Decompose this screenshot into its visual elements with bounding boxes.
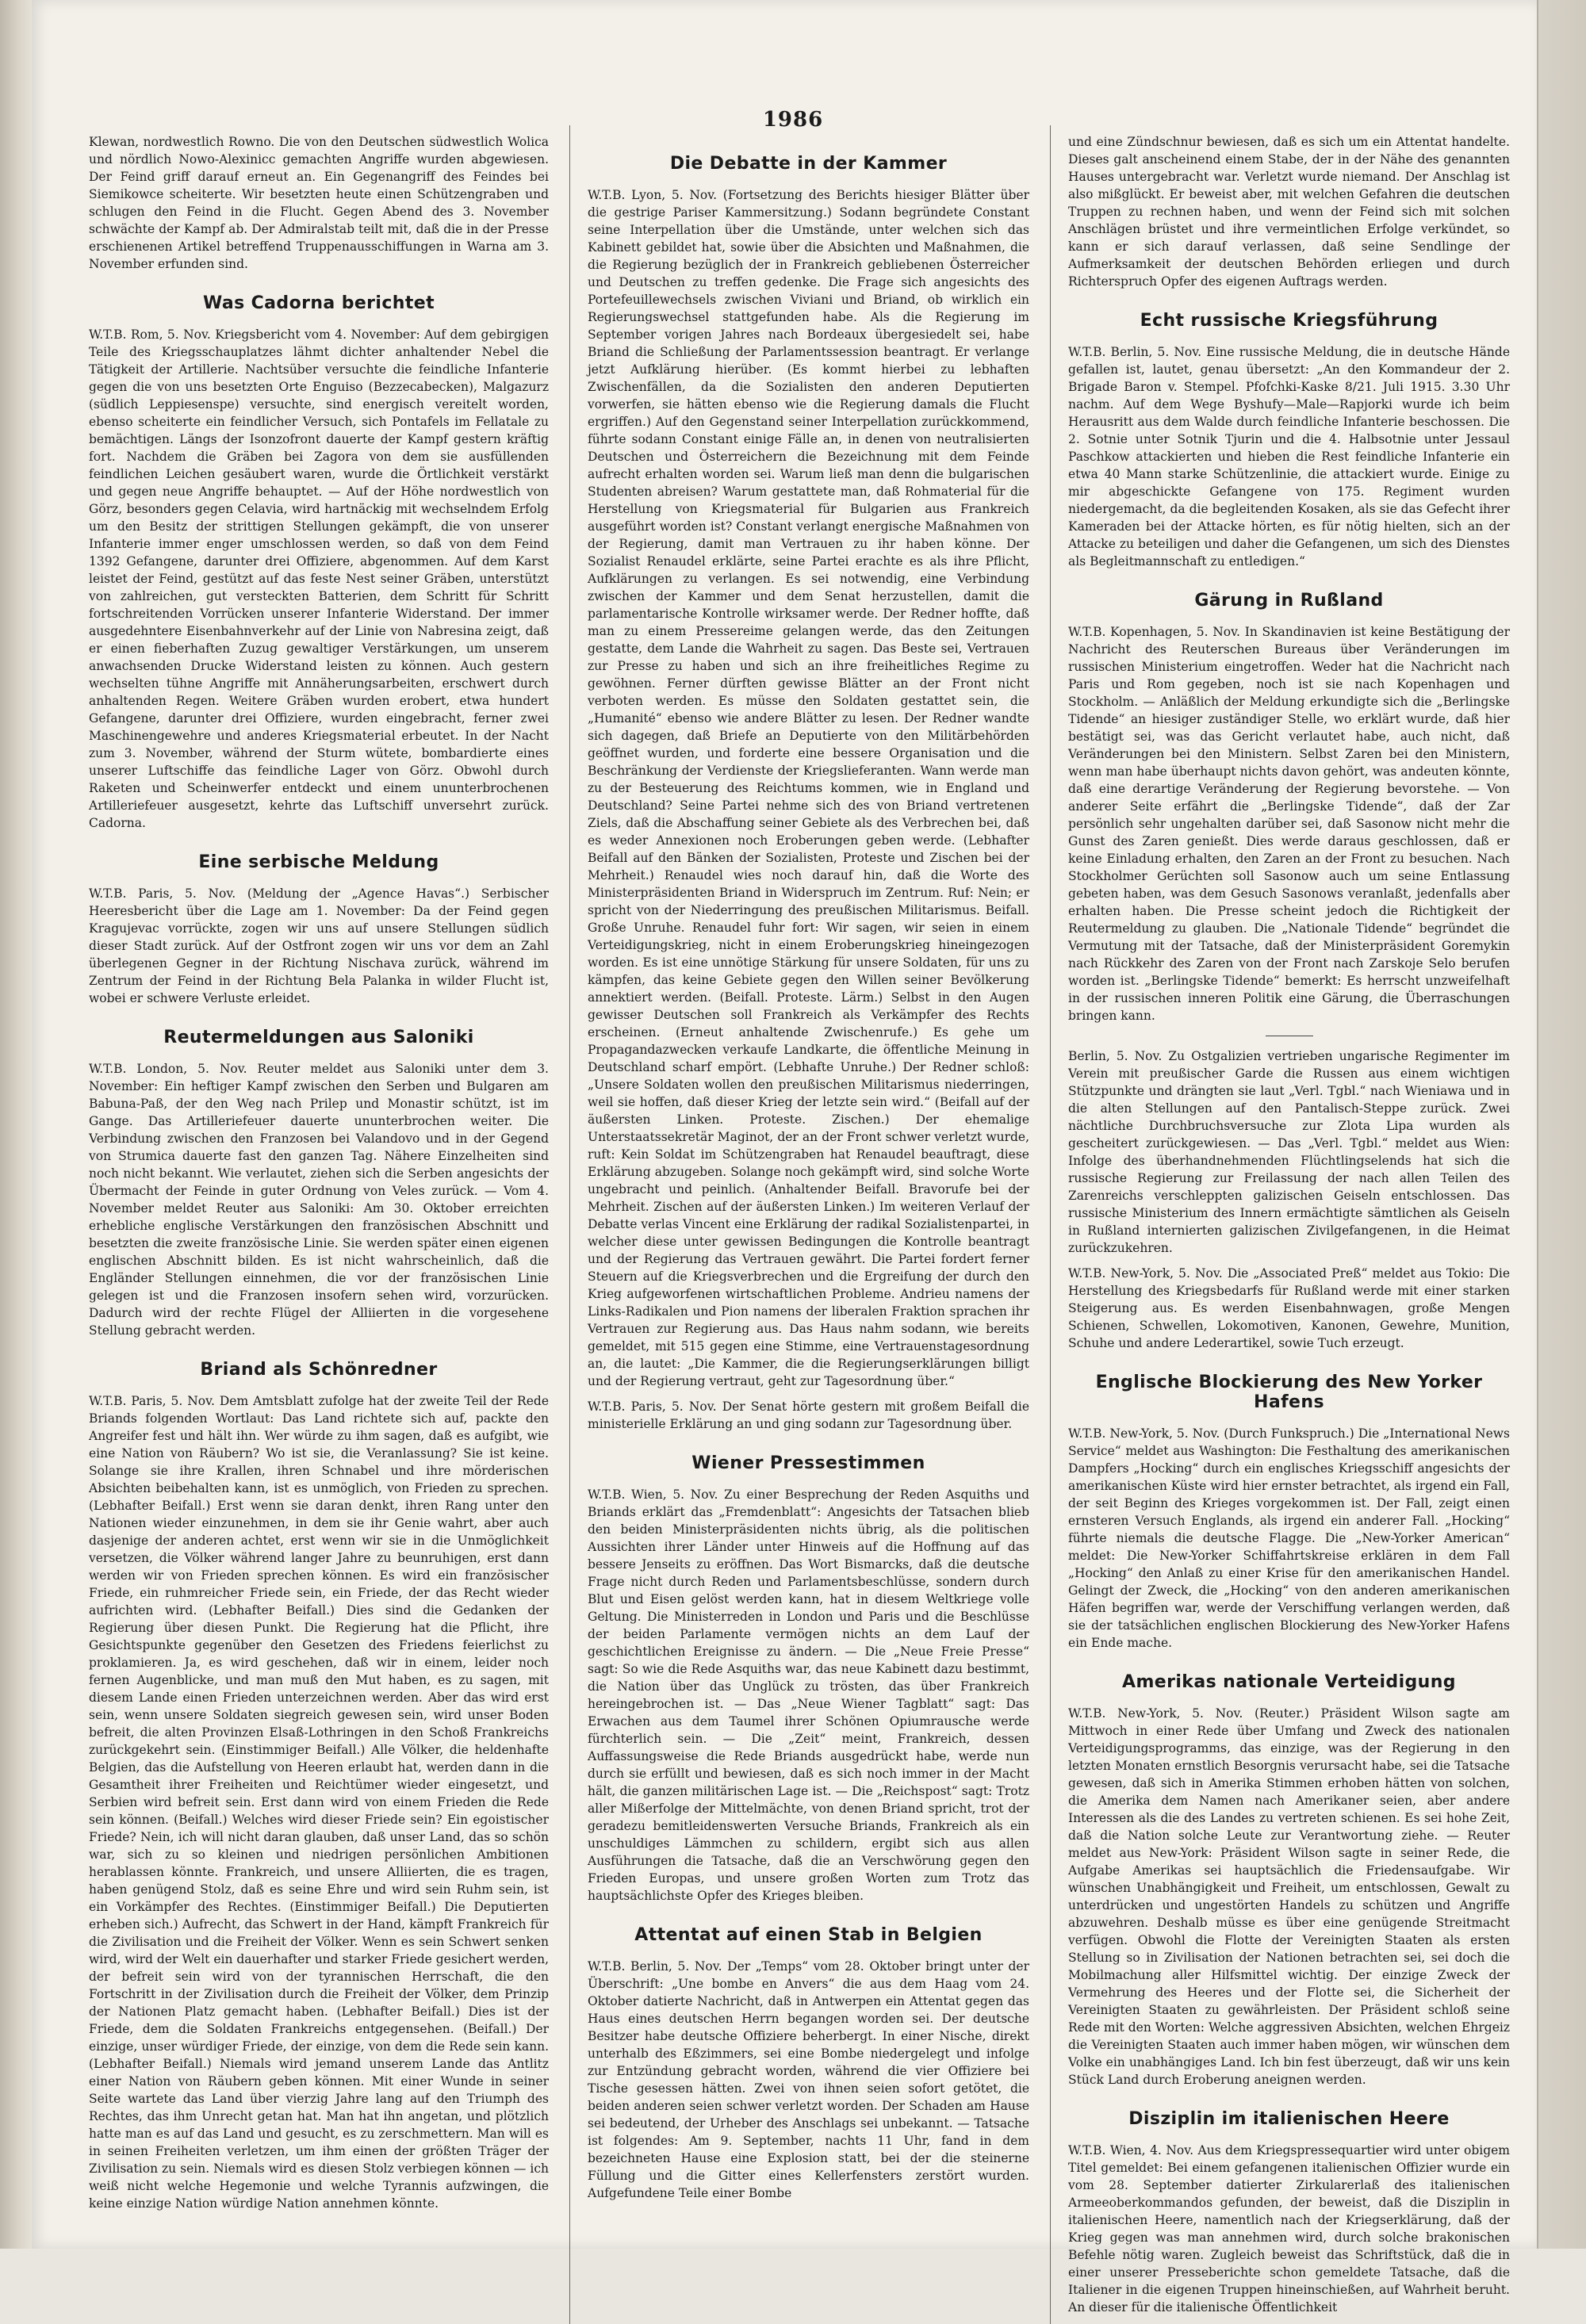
article-text: W.T.B. Paris, 5. Nov. Der Senat hörte gestern mit großem Beifall die ministerielle Erklärung an und ging sodann zur Tagesordnung über. — [588, 1399, 1029, 1431]
article-title: Amerikas nationale Verteidigung — [1122, 1672, 1456, 1692]
column-3-continuation — [1068, 133, 1510, 290]
paragraph: Klewan, nordwestlich Rowno. Die von den Deutschen südwestlich Wolica und nördlich Nowo-Alexinicc gemachten Angriffe wurden abgewiesen. Der Feind griff darauf erneut an. Ein Gegenangriff des Feindes bei Siemikowce scheiterte. Wir besetzten heute einen Schützengraben und schlugen den Feind in die Flucht. Gegen Abend des 3. November schwächte der Kampf ab. Der Admiralstab teilt mit, daß die in der Presse erschienenen Artikel betreffend Truppenausschiffungen in Warna am 3. November erfunden sind. — [89, 135, 549, 271]
article-text: W.T.B. Paris, 5. Nov. (Meldung der „Agence Havas“.) Serbischer Heeresbericht über die Lage am 1. November: Da der Feind gegen Kragujevac vorrückte, zogen wir uns auf unsere Stellungen südlich dieser Stadt zurück. Auf der Ostfront zogen wir uns vor dem an Zahl überlegenen Gegner in der Richtung Nischava zurück, während im Zentrum der Feind in der Richtung Bela Palanka in wilder Flucht ist, wobei er schwere Verluste erleidet. — [89, 886, 549, 1005]
article-text: W.T.B. London, 5. Nov. Reuter meldet aus Saloniki unter dem 3. November: Ein heftiger Kampf zwischen den Serben und Bulgaren am Babuna-Paß, der den Weg nach Prilep und Monastir schützt, ist im Gange. Das Artilleriefeuer dauerte ununterbrochen weiter. Die Verbindung zwischen den Franzosen bei Valandovo und in der Gegend von Strumica dauerte fast den ganzen Tag. Nähere Einzelheiten sind noch nicht bekannt. Wie verlautet, ziehen sich die Serben angesichts der Übermacht der Feinde in guter Ordnung von Veles zurück. — Vom 4. November meldet Reuter aus Saloniki: Am 30. Oktober erreichten erhebliche englische Verstärkungen den französischen Abschnitt und besetzten die zweite französische Linie. Sie werden später einen eigenen englischen Abschnitt bilden. Es ist nicht wahrscheinlich, daß die Engländer Stellungen einnehmen, die vor der französischen Linie gelegen ist und die Franzosen insofern sehen wird, vorzurücken. Dadurch wird der rechte Flügel der Alliierten in die vorgesehene Stellung gebracht werden. — [89, 1062, 549, 1338]
article-ostgalizien — [1068, 1047, 1510, 1257]
article-text: W.T.B. Wien, 5. Nov. Zu einer Besprechung der Reden Asquiths und Briands erklärt das „Fremdenblatt“: Angesichts der Tatsachen blieb den beiden Ministerpräsidenten nichts übrig, als die politischen Aussichten ihrer Länder unter Hinweis auf die Hoffnung auf das bessere Jenseits zu eröffnen. Das Wort Bismarcks, daß die deutsche Frage nicht durch Reden und Parlamentsbeschlüsse, sondern durch Blut und Eisen gelöst werden kann, hat in diesem Weltkriege volle Geltung. Die Ministerreden in London und Paris und die Beschlüsse der beiden Parlamente vermögen nichts an dem Lauf der geschichtlichen Ereignisse zu ändern. — Die „Neue Freie Presse“ sagt: So wie die Rede Asquiths war, das neue Kabinett dazu bestimmt, die Nation über das Unglück zu trösten, das über Frankreich hereingebrochen ist. — Das „Neue Wiener Tagblatt“ sagt: Das Erwachen aus dem Taumel ihrer Schönen Opiumrausche werde fürchterlich sein. — Die „Zeit“ meint, Frankreich, dessen Auffassungsweise die Rede Briands ausgedrückt habe, werde nun durch sie erfüllt und bewiesen, daß es sich noch immer in der Macht hält, die ganzen militärischen Lage ist. — Die „Reichspost“ sagt: Trotz aller Mißerfolge der Mittelmächte, von denen Briand spricht, trot der geradezu bemitleidenswerten Versuche Briands, Frankreich als ein unschuldiges Lämmchen zu schildern, ergibt sich aus allen Ausführungen die Tatsache, daß die an Verschwörung gegen den Frieden Europas, und unsere großen Worten zum Trotz das hauptsächlichste Opfer des Krieges bleiben. — [588, 1487, 1029, 1903]
article-senat — [588, 1398, 1029, 1433]
article-title: Briand als Schönredner — [200, 1360, 438, 1380]
article-serbische-meldung — [89, 852, 549, 1007]
paragraph: und eine Zündschnur bewiesen, daß es sich um ein Attentat handelte. Dieses galt anscheinend einem Stabe, der in der Nähe des genannten Hauses untergebracht war. Verletzt wurde niemand. Der Anschlag ist also mißglückt. Er beweist aber, mit welchen Gefahren die deutschen Truppen zu rechnen haben, und wenn der Feind sich mit solchen Anschlägen brüstet und ihre vermeintlichen Erfolge verkündet, so kann er sich darauf verlassen, daß seine Sendlinge der Aufmerksamkeit der deutschen Behörden erliegen und durch Richterspruch Opfer des eigenen Auftrags werden. — [1068, 135, 1510, 289]
column-1-continuation — [89, 133, 549, 273]
next-page-edge — [1537, 0, 1586, 2249]
columns — [89, 125, 1510, 2314]
article-text: W.T.B. Kopenhagen, 5. Nov. In Skandinavien ist keine Bestätigung der Nachricht des Reuterschen Bureaus über Veränderungen im russischen Ministerium eingetroffen. Weder hat die Nachricht nach Paris und Rom gegeben, noch ist sie nach Kopenhagen und Stockholm. — Anläßlich der Meldung erkundigte sich die „Berlingske Tidende“ an hiesiger zuständiger Stelle, wo erklärt wurde, daß hier bestätigt sei, was das Gericht verlautet habe, auch nicht, daß Veränderungen bei den Ministern. Selbst Zaren bei den Ministern, wenn man habe überhaupt nichts davon gehört, was andeuten könnte, daß eine derartige Veränderung der Regierung bevorstehe. — Von anderer Seite erfährt die „Berlingske Tidende“, daß der Zar persönlich sehr ungehalten darüber sei, daß Sasonow nicht mehr die Gunst des Zaren genießt. Dies werde daraus geschlossen, daß er keine Einladung erhalten, den Zaren an der Front zu besuchen. Nach Stockholmer Gerüchten soll Sasonow auch um seine Entlassung gebeten haben, was dem Gesuch Sasonows veranlaßt, jedenfalls aber erhalten haben. Die Presse scheint jedoch die Richtigkeit der Reutermeldung zu glauben. Die „Nationale Tidende“ begründet die Vermutung mit der Tatsache, daß der Ministerpräsident Goremykin nach Rückkehr des Zaren von der Front nach Zarskoje Selo berufen worden ist. „Berlingske Tidende“ bemerkt: Es herrscht unzweifelhaft in der russischen inneren Politik eine Gärung, die Überraschungen bringen kann. — [1068, 625, 1510, 1023]
article-text: W.T.B. New-York, 5. Nov. (Reuter.) Präsident Wilson sagte am Mittwoch in einer Rede über Umfang und Zweck des nationalen Verteidigungsprogramms, das einzige, was der Regierung in den letzten Monaten ernstlich Besorgnis verursacht habe, sei die Tatsache gewesen, daß sich in Amerika Stimmen erhoben hätten von solchen, die Amerika dem Namen nach Amerikaner seien, aber andere Interessen als die des Landes zu vertreten schienen. Es sei hohe Zeit, daß die Nation solche Leute zur Verantwortung ziehe. — Reuter meldet aus New-York: Präsident Wilson sagte in seiner Rede, die Aufgabe Amerikas sei hauptsächlich die Friedensaufgabe. Wir wünschen Unabhängigkeit und Freiheit, um entschlossen, Gewalt zu unterdrücken und ungestörten Handels zu schützen und Angriffe abzuwehren. Deshalb müsse es über eine genügende Streitmacht verfügen. Obwohl die Flotte der Vereinigten Staaten als ersten Stellung so in Zivilisation der Nationen betrachten sei, sei doch die Mobilmachung aller Hilfsmittel wichtig. Der einzige Zweck der Vermehrung des Heeres und der Flotte sei, die Sicherheit der Vereinigten Staaten zu gewährleisten. Der Präsident schloß seine Rede mit den Worten: Welche aggressiven Absichten, welchen Ehrgeiz die Vereinigten Staaten auch immer haben mögen, wir wünschen dem Volke ein unabhängiges Land. Ich bin fest überzeugt, daß wir uns kein Stück Land durch Eroberung aneignen werden. — [1068, 1706, 1510, 2087]
column-2 — [569, 125, 1029, 2324]
article-amerika-verteidigung — [1068, 1672, 1510, 2089]
article-title: Eine serbische Meldung — [198, 852, 439, 872]
article-title: Englische Blockierung des New Yorker Hafens — [1095, 1373, 1483, 1412]
article-text: W.T.B. Lyon, 5. Nov. (Fortsetzung des Berichts hiesiger Blätter über die gestrige Pariser Kammersitzung.) Sodann begründete Constant seine Interpellation über die Umstände, unter welchen sich das Kabinett gebildet hat, sowie über die Absichten und Maßnahmen, die die Regierung bezüglich der in Frankreich gebliebenen Österreicher und Deutschen zu treffen gedenke. Die Frage sich angesichts des Portefeuillewechsels zwischen Viviani und Briand, ob wirklich ein Regierungswechsel stattgefunden habe. Als die Regierung im September vorigen Jahres nach Bordeaux übergesiedelt sei, habe Briand die Schließung der Parlamentssession beantragt. Er verlange jetzt Aufklärung hierüber. (Es kommt hierbei zu lebhaften Zwischenfällen, da die Sozialisten den anderen Deputierten vorwerfen, sie hätten ebenso wie die Regierung damals die Flucht ergriffen.) Auf den Gegenstand seiner Interpellation zurückkommend, führte sodann Constant einige Fälle an, in denen von neutralisierten Deutschen und Österreichern die Bezeichnung mit dem Feinde aufrecht erhalten worden sei. Warum ließ man denn die bulgarischen Studenten abreisen? Warum gestattete man, daß Rohmaterial für die Herstellung von Kriegsmaterial für Bulgarien aus Frankreich ausgeführt worden ist? Constant verlangt energische Maßnahmen von der Regierung, damit man Vertrauen zu ihr haben könne. Der Sozialist Renaudel erklärte, seine Partei erachte es als ihre Pflicht, Aufklärungen zu verlangen. Es sei notwendig, eine Verbindung zwischen der Kammer und dem Senat herzustellen, damit die parlamentarische Kontrolle wirksamer werde. Der Redner hoffte, daß man zu einem Pressereime gelangen werde, das den Zeitungen gestatte, dem Lande die Wahrheit zu sagen. Das Beste sei, Vertrauen zur Presse zu haben und sich an ihre freiheitliches Regime zu gewöhnen. Ferner dürften gewisse Blätter an der Front nicht verboten werden. Es müsse den Soldaten gestattet sein, die „Humanité“ ebenso wie andere Blätter zu lesen. Der Redner wandte sich dagegen, daß Briefe an Deputierte von den Militärbehörden geöffnet wurden, und forderte eine bessere Organisation und die Beschränkung der Verdienste der Kriegslieferanten. Wann werde man zu der Besteuerung des Reichtums kommen, wie in England und Deutschland? Seine Partei nehme sich des von Briand vertretenen Ziels, daß die Abschaffung seiner Gebiete als des Verbrechen bei, daß es weder Annexionen noch Eroberungen geben werde. (Lebhafter Beifall auf den Bänken der Sozialisten, Proteste und Zischen bei der Mehrheit.) Renaudel wies noch darauf hin, daß die Worte des Ministerpräsidenten Briand in Widerspruch im Zentrum. Ruf: Nein; er spricht von der Niederringung des preußischen Militarismus. Beifall. Große Unruhe. Renaudel fuhr fort: Wir sagen, wir seien in einem Verteidigungskrieg, nicht in einem Eroberungskrieg hineingezogen worden. Es ist eine unnötige Stärkung für unsere Soldaten, für uns zu kämpfen, das keine Gebiete gegen den Willen seiner Bevölkerung annektiert werden. (Beifall. Proteste. Lärm.) Selbst in den Augen gewisser Deutschen soll Frankreich als Verkämpfer des Rechts erscheinen. (Erneut anhaltende Zwischenrufe.) Es gehe um Propagandazwecken verkaufe Landkarte, die öffentliche Meinung in Deutschland scharf empört. (Lebhafte Unruhe.) Der Redner schloß: „Unsere Soldaten wollen den preußischen Militarismus niederringen, weil sie hoffen, daß dieser Krieg der letzte sein wird.“ (Beifall auf der äußersten Linken. Proteste. Zischen.) Der ehemalige Unterstaatssekretär Maginot, der an der Front schwer verletzt wurde, ruft: Kein Soldat im Schützengraben hat Renaudel beauftragt, diese Erklärung abzugeben. Solange noch gekämpft wird, sind solche Worte ungebracht und peinlich. (Anhaltender Beifall. Bravorufe bei der Mehrheit. Zischen auf der äußersten Linken.) Im weiteren Verlauf der Debatte verlas Vincent eine Erklärung der radikal Sozialistenpartei, in welcher diese unter gewissen Bedingungen die Kontrolle beantragt und der Regierung das Vertrauen gewährt. Die Partei fordert ferner Steuern auf die Kriegsverbrechen und die Ergreifung der durch den Krieg aufgeworfenen wirtschaftlichen Probleme. Andrieu namens der Links-Radikalen und Pion namens der liberalen Fraktion sprachen ihr Vertrauen zur Regierung aus. Das Haus nahm sodann, wie bereits gemeldet, mit 515 gegen eine Stimme, eine Vertrauenstagesordnung an, die lautet: „Die Kammer, die die Regierungserklärungen billigt und der Regierung vertraut, geht zur Tagesordnung über.“ — [588, 188, 1029, 1388]
article-gaerung-russland — [1068, 591, 1510, 1024]
article-title: Disziplin im italienischen Heere — [1128, 2109, 1450, 2129]
article-text: W.T.B. New-York, 5. Nov. Die „Associated Preß“ meldet aus Tokio: Die Herstellung des Kriegsbedarfs für Rußland werde mit einer starken Steigerung aus. Es werden Eisenbahnwagen, große Mengen Schienen, Schwellen, Lokomotiven, Kanonen, Gewehre, Munition, Schuhe und andere Lederartikel, sowie Tuch erzeugt. — [1068, 1266, 1510, 1350]
article-disziplin-italien — [1068, 2109, 1510, 2316]
book-binding — [0, 0, 32, 2249]
article-title: Reutermeldungen aus Saloniki — [163, 1028, 474, 1047]
article-text: W.T.B. New-York, 5. Nov. (Durch Funkspruch.) Die „International News Service“ meldet aus Washington: Die Festhaltung des amerikanischen Dampfers „Hocking“ durch ein englisches Kriegsschiff angesichts der amerikanischen Küste wird hier ernster betrachtet, als irgend ein Fall, der seit Beginn des Krieges vorgekommen ist. Der Fall, zeigt einen ernsteren Versuch Englands, als irgend ein anderer Fall. „Hocking“ führte niemals die deutsche Flagge. Die „New-Yorker American“ meldet: Die New-Yorker Schiffahrtskreise erklären in dem Fall „Hocking“ den Anlaß zu einer Krise für den amerikanischen Handel. Gelingt der Zweck, die „Hocking“ von den anderen amerikanischen Häfen begriffen war, werde der Verschiffung verlangen werden, daß sie der tatsächlichen englischen Blockierung des New-Yorker Hafens ein Ende mache. — [1068, 1426, 1510, 1650]
article-cadorna — [89, 293, 549, 832]
article-title: Gärung in Rußland — [1194, 591, 1384, 611]
article-title: Die Debatte in der Kammer — [669, 154, 948, 174]
column-1 — [89, 125, 549, 2324]
article-reuter-saloniki — [89, 1028, 549, 1339]
article-title: Wiener Pressestimmen — [691, 1453, 925, 1473]
article-debatte-kammer — [588, 154, 1029, 1390]
article-tokio-kriegsbedarf — [1068, 1265, 1510, 1352]
article-title: Attentat auf einen Stab in Belgien — [634, 1925, 983, 1945]
article-title: Echt russische Kriegsführung — [1140, 311, 1439, 331]
article-briand — [89, 1360, 549, 2212]
article-text: W.T.B. Rom, 5. Nov. Kriegsbericht vom 4. November: Auf dem gebirgigen Teile des Kriegsschauplatzes lähmt dichter anhaltender Nebel die Tätigkeit der Artillerie. Nachtsüber versuchte die feindliche Infanterie gegen die von uns besetzten Orte Enguiso (Bezzecabecken), Malgazurz (südlich Leppiesenspe) versuchte, sind energisch vereitelt worden, ebenso scheiterte ein feindlicher Versuch, sich Pontafels im Fellatale zu bemächtigen. Längs der Isonzofront dauerte der Kampf gestern kräftig fort. Nachdem die Gräben bei Zagora von dem sie ausfüllenden feindlichen Leichen gesäubert waren, wurde die Örtlichkeit verstärkt und gegen neue Angriffe behauptet. — Auf der Höhe nordwestlich von Görz, besonders gegen Celavia, wird hartnäckig mit wechselndem Erfolg um den Besitz der strittigen Stellungen gekämpft, die von unserer Infanterie immer enger umschlossen werden, so daß von dem Feind 1392 Gefangene, darunter drei Offiziere, abgenommen. Auf dem Karst leistet der Feind, gestützt auf das feste Nest seiner Gräben, unterstützt von zahlreichen, gut versteckten Batterien, dem Schritt für Schritt fortschreitenden Vorrücken unserer Infanterie Widerstand. Der immer ausgedehntere Eisenbahnverkehr auf der Linie von Nabresina zeigt, daß er einen fieberhaften Zuzug gewaltiger Verstärkungen, um unserem anwachsenden Drucke Widerstand leisten zu können. Auch gestern wechselten tühne Angriffe mit Annäherungsarbeiten, erschwert durch anhaltenden Regen. Weitere Gräben wurden erobert, etwa hundert Gefangene, darunter drei Offiziere, wurden eingebracht, ferner zwei Maschinengewehre und anderes Kriegsmaterial erbeutet. In der Nacht zum 3. November, während der Sturm wütete, bombardierte eines unserer Luftschiffe das feindliche Lager von Görz. Obwohl durch Raketen und Scheinwerfer entdeckt und einem ununterbrochenen Artilleriefeuer ausgesetzt, kehrte das Luftschiff unversehrt zurück. Cadorna. — [89, 327, 549, 830]
article-russische-kriegsfuehrung — [1068, 311, 1510, 570]
article-wiener-pressestimmen — [588, 1453, 1029, 1905]
column-3 — [1050, 125, 1510, 2324]
article-text: W.T.B. Wien, 4. Nov. Aus dem Kriegspressequartier wird unter obigem Titel gemeldet: Bei einem gefangenen italienischen Offizier wurde ein vom 28. September datierter Zirkularerlaß des italienischen Armeeoberkommandos gefunden, der beweist, daß die Disziplin in italienischen Heere, namentlich nach der Kriegserklärung, daß der Krieg gegen was man annehmen wird, durch solche brakonischen Befehle nötig waren. Zugleich beweist das Schriftstück, daß die in einer unserer Presseberichte schon gemeldete Tatsache, daß die Italiener in die eigenen Truppen hineinschießen, auf Wahrheit beruht. An dieser für die italienische Öffentlichkeit — [1068, 2143, 1510, 2314]
article-text: Berlin, 5. Nov. Zu Ostgalizien vertrieben ungarische Regimenter im Verein mit preußischer Garde die Russen aus einem wichtigen Stützpunkte und drängten sie laut „Verl. Tgbl.“ nach Wieniawa und in die alten Stellungen auf den Pantalisch-Steppe zurück. Zwei nächtliche Durchbruchsversuche zur Zlota Lipa wurden als gescheitert zurückgewiesen. — Das „Verl. Tgbl.“ meldet aus Wien: Infolge des überhandnehmenden Flüchtlingselends hat sich die russische Regierung zur Freilassung der nach allen Teilen des Zarenreichs verschleppten galizischen Geiseln entschlossen. Das russische Ministerium des Innern ermächtigte sämtlichen als Geiseln in Rußland internierten galizischen Zivilgefangenen, in die Heimat zurückzukehren. — [1068, 1049, 1510, 1255]
article-text: W.T.B. Berlin, 5. Nov. Eine russische Meldung, die in deutsche Hände gefallen ist, lautet, genau übersetzt: „An den Kommandeur der 2. Brigade Baron v. Stempel. Pfofchki-Kaske 8/21. Juli 1915. 3.30 Uhr nachm. Auf dem Wege Byshufy—Male—Rapjorki wurde ich beim Herausritt aus dem Walde durch feindliche Infanterie beschossen. Die 2. Sotnie unter Sotnik Tjurin und die 4. Halbsotnie unter Jessaul Paschkow attackierten und hieben die Rest feindliche Infanterie ein etwa 40 Mann starke Schützenlinie, die attackiert wurde. Einige zu mir abgeschickte Gefangene von 175. Regiment wurden niedergemacht, da die begleitenden Kosaken, als sie das Gefecht ihrer Kameraden bei der Attacke hörten, es für nötig hielten, sich an der Attacke zu beteiligen und daher die Gefangenen, um sich des Dienstes als Begleitmannschaft zu entledigen.“ — [1068, 345, 1510, 569]
article-text: W.T.B. Berlin, 5. Nov. Der „Temps“ vom 28. Oktober bringt unter der Überschrift: „Une bombe en Anvers“ die aus dem Haag vom 24. Oktober datierte Nachricht, daß in Antwerpen ein Attentat gegen das Haus eines deutschen Herrn begangen worden sei. Der deutsche Besitzer habe deutsche Offiziere beherbergt. In einer Nische, direkt unterhalb des Eßzimmers, sei eine Bombe niedergelegt und infolge zur Entzündung gebracht worden, während die vier Offiziere bei Tische gesessen hätten. Zwei von ihnen seien sofort getötet, die beiden anderen seien schwer verletzt worden. Der Schaden am Hause sei bedeutend, der Urheber des Anschlags sei unbekannt. — Tatsache ist folgendes: Am 9. September, nachts 11 Uhr, fand in dem bezeichneten Hause eine Explosion statt, bei der die steinerne Füllung und die Gitter eines Kellerfensters zerstört wurden. Aufgefundene Teile einer Bombe — [588, 1959, 1029, 2200]
article-attentat-belgien — [588, 1925, 1029, 2202]
article-text: W.T.B. Paris, 5. Nov. Dem Amtsblatt zufolge hat der zweite Teil der Rede Briands folgenden Wortlaut: Das Land richtete sich auf, packte den Angreifer fest und hält ihn. Wer würde zu ihm sagen, daß es aufgibt, wie eine Nation von Räubern? Wo ist sie, die Veranlassung? Sie ist keine. Solange sie ihre Krallen, ihren Schnabel und ihre mörderischen Absichten beibehalten kann, ist es unmöglich, von Frieden zu sprechen. (Lebhafter Beifall.) Erst wenn sie daran denkt, ihren Rang unter den Nationen wieder einzunehmen, in dem sie ihr Genie wahrt, aber auch dasjenige der anderen achtet, erst wenn wir sie in die Unmöglichkeit versetzen, die Völker während langer Jahre zu beunruhigen, erst dann werden wir von Frieden sprechen können. Es wird ein französischer Friede, ein ruhmreicher Friede sein, ein Friede, der das Recht wieder aufrichten wird. (Lebhafter Beifall.) Dies sind die Gedanken der Regierung über diesen Punkt. Die Regierung hat die Pflicht, ihre Gesichtspunkte gegenüber den Gesetzen des Friedens feierlichst zu proklamieren. Ja, es wird geschehen, daß wir in einem, leider noch fernen Augenblicke, und man muß den Mut haben, es zu sagen, mit diesem Lande einen Frieden unterzeichnen werden. Aber das wird erst sein, wenn unsere Soldaten siegreich gewesen sein, wird unser Boden befreit, die alten Provinzen Elsaß-Lothringen in den Schoß Frankreichs zurückgekehrt sein. (Einstimmiger Beifall.) Alle Völker, die heldenhafte Belgien, das die Aufstellung von Heeren erlaubt hat, werden dann in die Gesamtheit ihrer Freiheiten und Reichtümer wieder eingesetzt, und Serbien wird befreit sein. Erst dann wird von einem Frieden die Rede sein können. (Beifall.) Welches wird dieser Friede sein? Ein egoistischer Friede? Nein, ich will nicht daran glauben, daß unser Land, das so schön war, sich zu so kleinen und niedrigen persönlichen Ambitionen herablassen könnte. Frankreich, und unsere Alliierten, die es tragen, haben genügend Stolz, daß es seine Ehre und wird sein Ruhm sein, ist ein Vorkämpfer des Rechtes. (Einstimmiger Beifall.) Die Deputierten erheben sich.) Aufrecht, das Schwert in der Hand, kämpft Frankreich für die Zivilisation und die Freiheit der Völker. Wenn es sein Schwert senken wird, wird der Welt ein dauerhafter und starker Friede gesichert werden, der befreit sein wird von der tyrannischen Herrschaft, die den Fortschritt in der Zivilisation durch die Freiheit der Völker, dem Prinzip der Nationen Platz gemacht haben. (Lebhafter Beifall.) Dies ist der Friede, dem die Soldaten Frankreichs entgegensehen. (Beifall.) Der einzige, unser würdiger Friede, der einzige, von dem die Rede sein kann. (Lebhafter Beifall.) Niemals wird jemand unserem Lande das Antlitz einer Nation von Räubern geben können. Mit einer Wunde in seiner Seite wartete das Land über vierzig Jahre lang auf den Triumph des Rechtes, das ihm Unrecht getan hat. Man hat ihn angetan, und plötzlich hatte man es auf das Land und gesucht, es zu zerschmettern. Man will es in seinen Freiheiten verletzen, um ihm einen der größten Träger der Zivilisation zu sein. Niemals wird es diesen Stolz verbiegen können — ich weiß nicht welche Hegemonie und welche Tyrannis aufzwingen, die keine einzige Nation würdige Nation annehmen könnte. — [89, 1394, 549, 2211]
article-blockierung-new-york — [1068, 1373, 1510, 1652]
article-title: Was Cadorna berichtet — [202, 293, 435, 313]
page-number: 1986 — [762, 108, 824, 132]
